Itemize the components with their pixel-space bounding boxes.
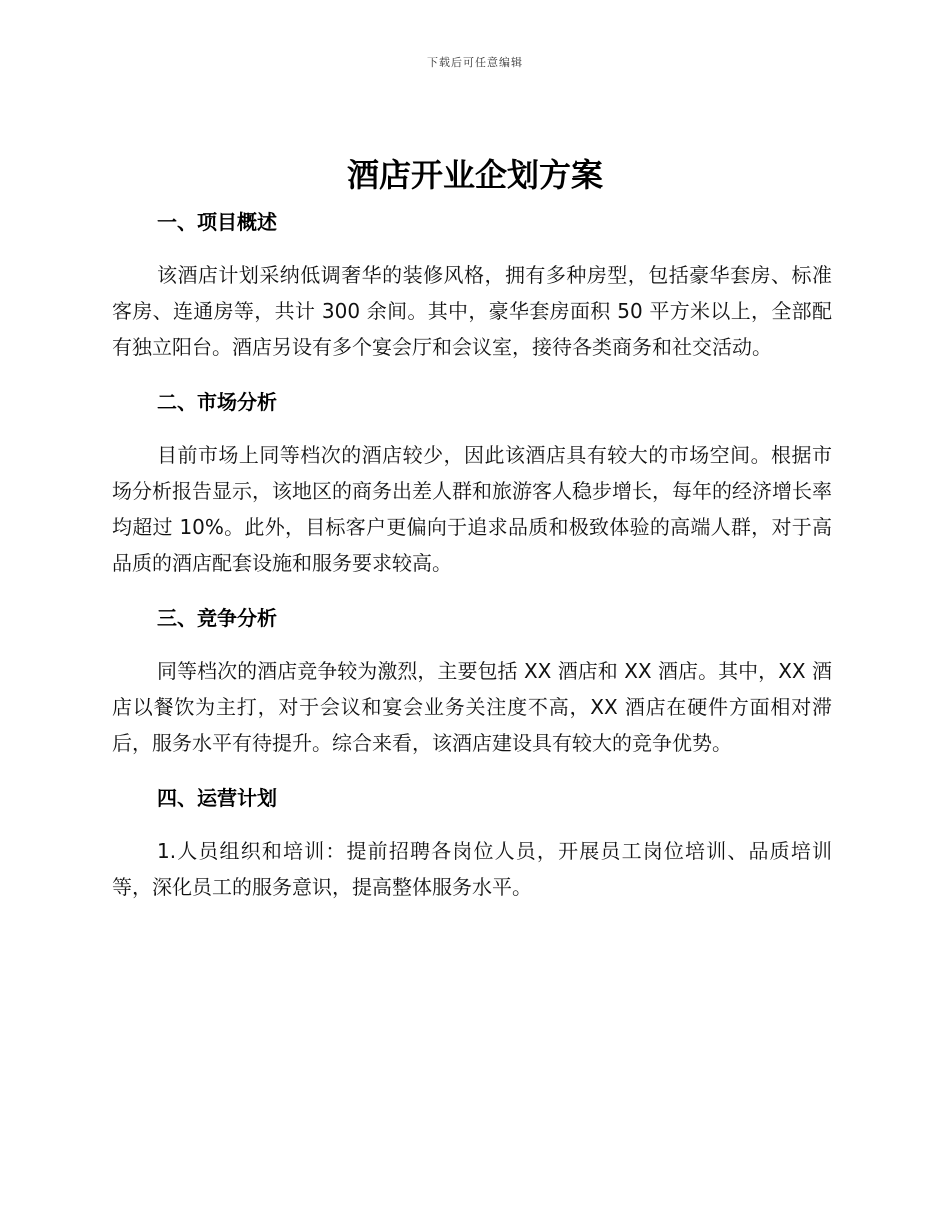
section-market-analysis: [112, 387, 832, 603]
document-body: [112, 207, 832, 905]
section-paragraph: 1.人员组织和培训：提前招聘各岗位人员，开展员工岗位培训、品质培训等，深化员工的服务意识，提高整体服务水平。: [112, 839, 832, 899]
section-competition-analysis: [112, 603, 832, 783]
section-paragraph: 同等档次的酒店竞争较为激烈，主要包括 XX 酒店和 XX 酒店。其中，XX 酒店以餐饮为主打，对于会议和宴会业务关注度不高，XX 酒店在硬件方面相对滞后，服务水平有待提升。综合来看，该酒店建设具有较大的竞争优势。: [112, 659, 832, 755]
document-title: 酒店开业企划方案: [346, 156, 603, 194]
section-heading: 一、项目概述: [157, 210, 277, 234]
section-heading: 二、市场分析: [157, 390, 277, 414]
page-header-note: 下载后可任意编辑: [427, 56, 523, 69]
section-overview: [112, 207, 832, 387]
section-heading: 三、竞争分析: [157, 606, 277, 630]
section-heading: 四、运营计划: [157, 786, 277, 810]
section-paragraph: 目前市场上同等档次的酒店较少，因此该酒店具有较大的市场空间。根据市场分析报告显示，该地区的商务出差人群和旅游客人稳步增长，每年的经济增长率均超过 10%。此外，目标客户更偏向于追求品质和极致体验的高端人群，对于高品质的酒店配套设施和服务要求较高。: [112, 443, 832, 575]
section-operation-plan: [112, 783, 832, 905]
section-paragraph: 该酒店计划采纳低调奢华的装修风格，拥有多种房型，包括豪华套房、标准客房、连通房等，共计 300 余间。其中，豪华套房面积 50 平方米以上，全部配有独立阳台。酒店另设有多个宴会厅和会议室，接待各类商务和社交活动。: [112, 263, 832, 359]
